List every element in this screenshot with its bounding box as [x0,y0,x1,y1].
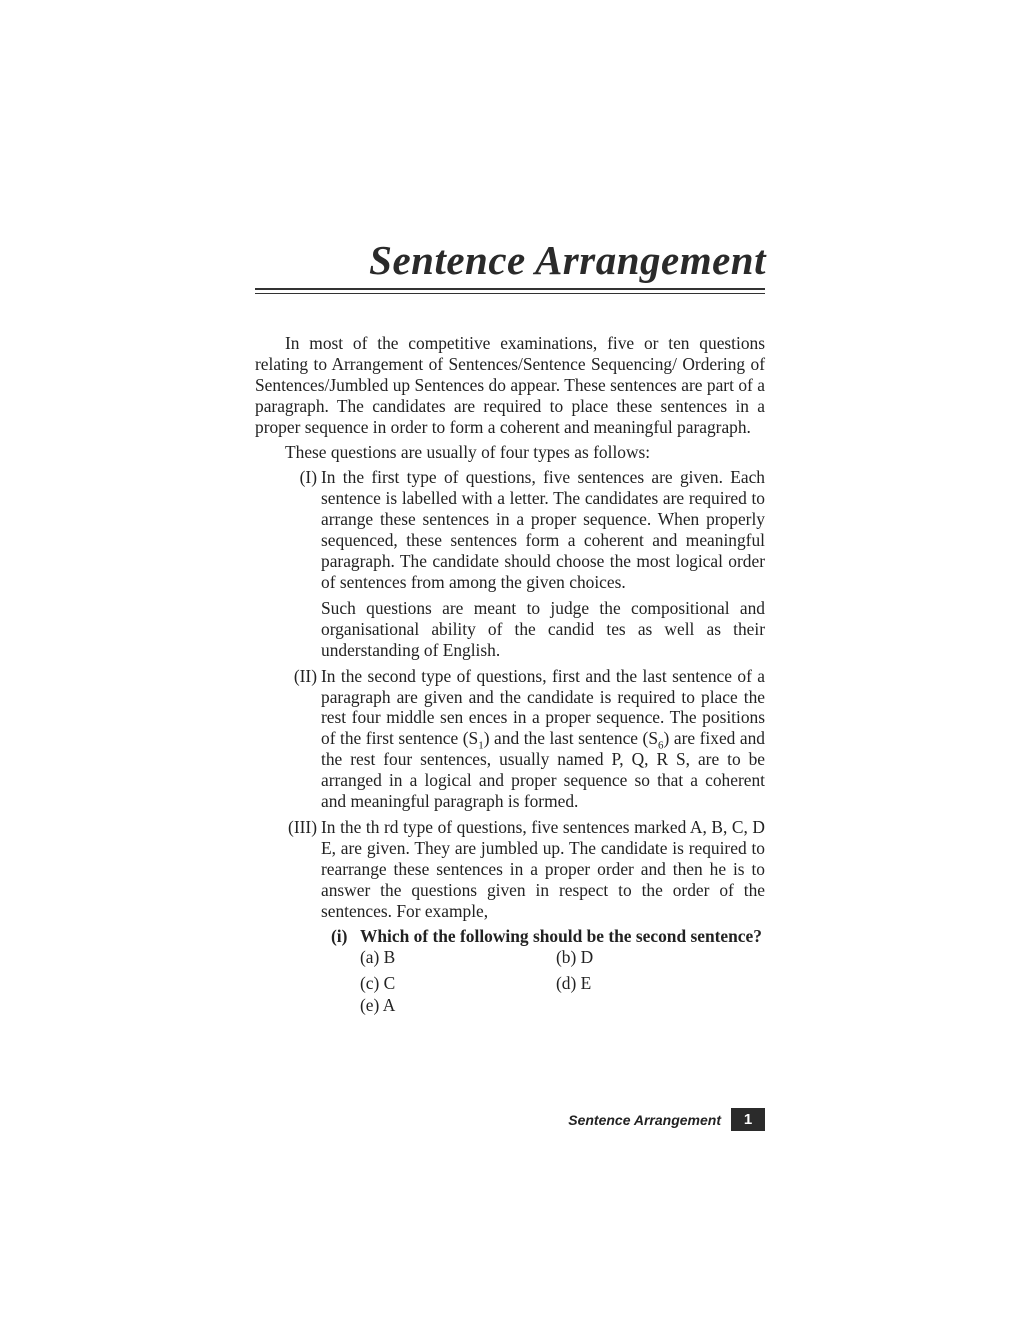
type-one-text: In the first type of questions, five sentences are given. Each sentence is labelled with a letter. The candidates are required to arrange these sentences in a proper sequence. When properly sequenced, these sentences form a coherent and meaningful paragraph. The candidate should choose the most logical order of sentences from among the given choices. [321,467,765,592]
intro-paragraph: In most of the competitive examinations, five or ten questions relating to Arrangement of Sentences/Sentence Sequencing/ Ordering of Sentences/Jumbled up Sentences do appear. These sentences are part of a paragraph. The candidates are required to place these sentences in a proper sequence in order to form a coherent and meaningful paragraph. [255,333,765,437]
option-c: (c) C [360,973,396,994]
type-one-number: (I) [299,467,317,488]
example-question [331,926,765,947]
footer-running-title: Sentence Arrangement [568,1111,721,1128]
type-three-item [255,817,765,922]
type-one-note: Such questions are meant to judge the compositional and organisational ability of the candid tes as well as their understanding of English. [321,597,765,660]
page-footer [568,1108,765,1131]
type-three-text: In the th rd type of questions, five sentences marked A, B, C, D E, are given. They are jumbled up. The candidate is required to rearrange these sentences in a proper order and then he is to answer the questions given in respect to the order of the sentences. For example, [321,816,765,921]
option-e: (e) A [360,995,396,1016]
question-text: Which of the following should be the second sentence? [360,926,762,947]
type-two-text: In the second type of questions, first and the last sentence of a paragraph are given and the candidate is required to place the rest four middle sen ences in a proper sequence. The positions of the first sentence $(S_1)$ and the last sentence $(S_6)$ are fixed and the rest four sentences, usually named P, Q, R S, are to be arranged in a logical and proper sequence so that a coherent and meaningful paragraph is formed. [321,665,765,812]
type-two-number: (II) [293,665,317,686]
answer-options [360,947,765,1017]
content-body [255,333,765,1017]
types-intro: These questions are usually of four types as follows: [285,441,651,462]
question-number: (i) [331,926,348,947]
title-rule-thick [255,288,765,290]
title-rule-thin [255,293,765,294]
page-number: 1 [731,1108,765,1131]
option-b: (b) D [556,947,594,968]
type-one-item [255,467,765,660]
option-a: (a) B [360,947,396,968]
type-three-number: (III) [288,816,317,837]
page-title: Sentence Arrangement [369,237,766,283]
type-two-item [255,666,765,812]
option-d: (d) E [556,973,592,994]
